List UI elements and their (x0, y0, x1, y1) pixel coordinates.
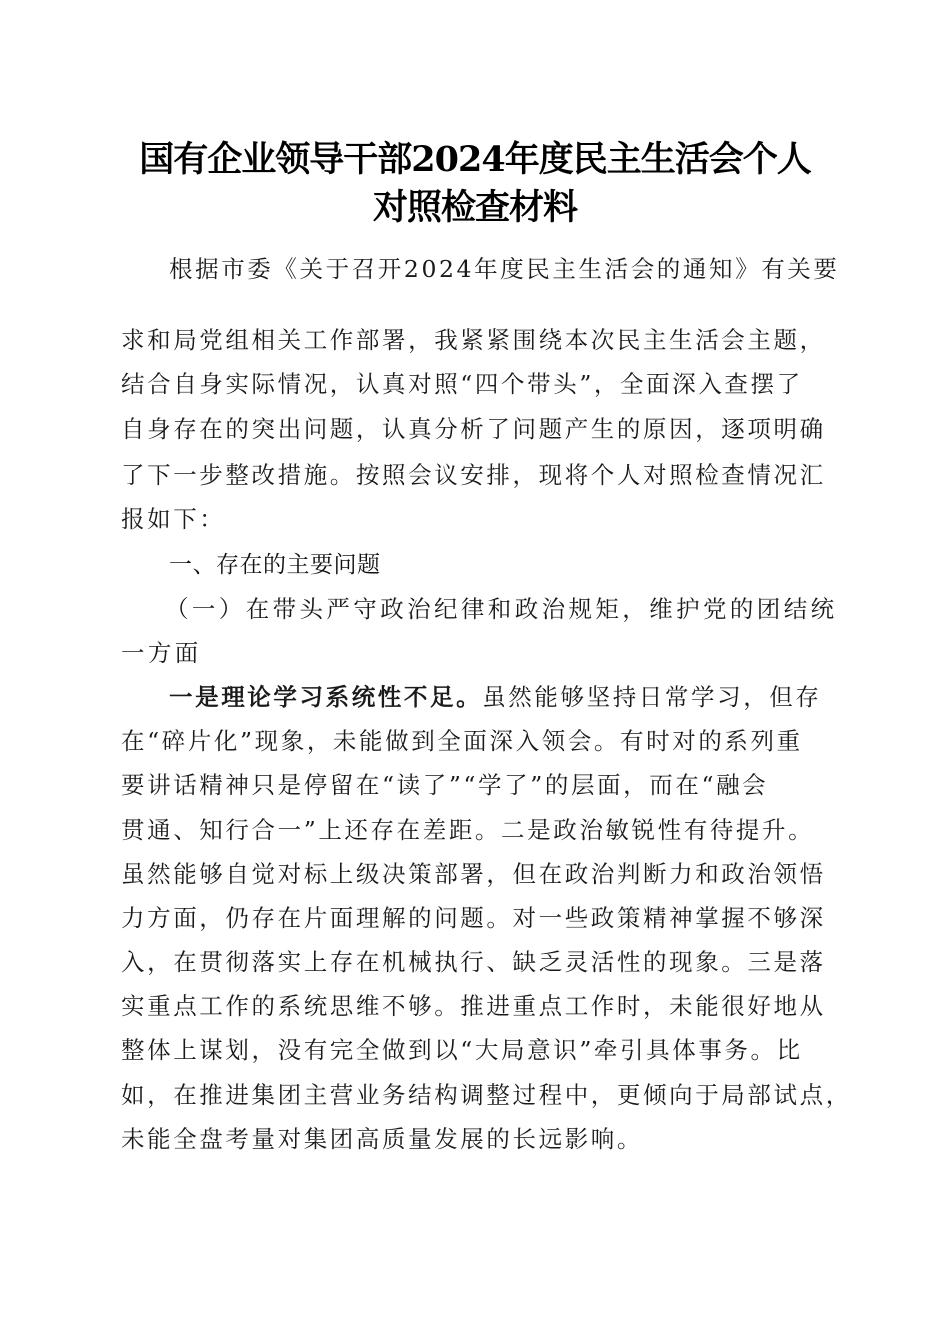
intro-line-3: 结合自身实际情况，认真对照“四个带头”，全面深入查摆了 (121, 370, 803, 398)
lead-phrase: 一是理论学习系统性不足。 (169, 683, 483, 711)
paragraph-line-4: 贯通、知行合一”上还存在差距。二是政治敏锐性有待提升。 (121, 816, 815, 844)
paragraph-line-9: 整体上谋划，没有完全做到以“大局意识”牵引具体事务。比 (121, 1036, 803, 1064)
section-heading-1: 一、存在的主要问题 (169, 552, 381, 578)
title-line-1: 国有企业领导干部2024年度民主生活会个人 (139, 139, 811, 180)
paragraph-line-2: 在“碎片化”现象，未能做到全面深入领会。有时对的系列重 (121, 727, 803, 755)
intro-line-2: 求和局党组相关工作部署，我紧紧围绕本次民主生活会主题， (121, 326, 826, 354)
intro-line-6: 报如下： (121, 505, 226, 533)
paragraph-line-1 (169, 675, 822, 719)
paragraph-line-6: 力方面，仍存在片面理解的问题。对一些政策精神掌握不够深 (121, 904, 826, 932)
document-title (0, 136, 950, 232)
subsection-heading-1-line-2: 一方面 (121, 639, 202, 667)
intro-line-4: 自身存在的突出问题，认真分析了问题产生的原因，逐项明确 (121, 415, 826, 443)
paragraph-line-8: 实重点工作的系统思维不够。推进重点工作时，未能很好地从 (121, 992, 826, 1020)
intro-line-5: 了下一步整改措施。按照会议安排，现将个人对照检查情况汇 (121, 461, 826, 489)
paragraph-line-10: 如，在推进集团主营业务结构调整过程中，更倾向于局部试点， (121, 1081, 852, 1109)
paragraph-line-11: 未能全盘考量对集团高质量发展的长远影响。 (121, 1125, 643, 1153)
subsection-heading-1-line-1: （一）在带头严守政治纪律和政治规矩，维护党的团结统 (165, 595, 838, 623)
title-line-2: 对照检查材料 (372, 187, 577, 228)
intro-line-1: 根据市委《关于召开2024年度民主生活会的通知》有关要 (169, 255, 840, 283)
paragraph-line-7: 入，在贯彻落实上存在机械执行、缺乏灵活性的现象。三是落 (121, 948, 826, 976)
paragraph-line-5: 虽然能够自觉对标上级决策部署，但在政治判断力和政治领悟 (121, 860, 826, 888)
paragraph-line-3: 要讲话精神只是停留在“读了”“学了”的层面，而在“融会 (121, 771, 769, 799)
paragraph-line-1-text: 虽然能够坚持日常学习，但存 (482, 683, 822, 711)
